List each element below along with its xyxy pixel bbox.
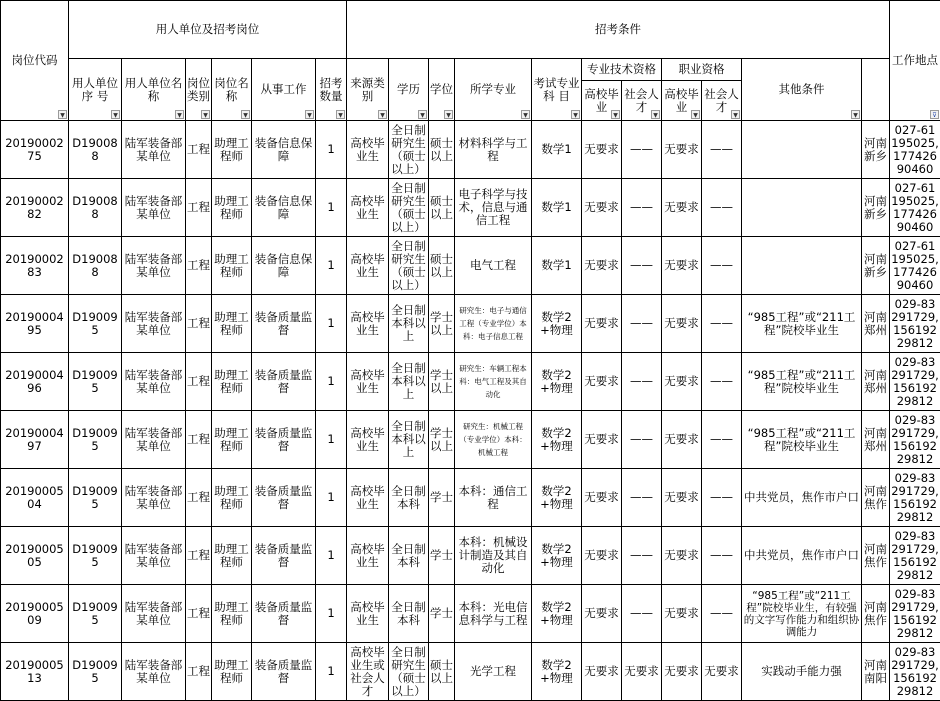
cell-pro-social: 无要求	[702, 643, 742, 701]
cell-count: 1	[316, 295, 347, 353]
cell-unit-no: D190095	[69, 295, 122, 353]
filter-dropdown-icon[interactable]: ▼	[336, 110, 345, 119]
cell-tech-grad: 无要求	[582, 353, 622, 411]
cell-education: 全日制本科以上	[389, 353, 429, 411]
cell-other: 中共党员，焦作市户口	[742, 469, 862, 527]
cell-work: 装备质量监督	[252, 643, 316, 701]
cell-phone: 029-83291729,15619229812	[890, 411, 940, 469]
cell-tech-social: ——	[622, 585, 662, 643]
cell-tech-social: ——	[622, 353, 662, 411]
table-row	[1, 237, 940, 295]
cell-count: 1	[316, 411, 347, 469]
cell-unit-no: D190095	[69, 585, 122, 643]
filter-dropdown-icon[interactable]: ▼	[691, 110, 700, 119]
header-location: 工作地点 ⊽	[890, 1, 940, 121]
cell-phone: 027-61195025,17742690460	[890, 121, 940, 179]
cell-count: 1	[316, 585, 347, 643]
cell-location: 河南新乡	[862, 121, 890, 179]
cell-unit-name: 陆军装备部某单位	[122, 527, 186, 585]
table-row	[1, 353, 940, 411]
cell-other: “985工程”或“211工程”院校毕业生	[742, 411, 862, 469]
cell-post-type: 工程	[186, 353, 212, 411]
cell-education: 全日制本科	[389, 585, 429, 643]
cell-work: 装备质量监督	[252, 353, 316, 411]
cell-tech-social: ——	[622, 469, 662, 527]
cell-code: 2019000275	[1, 121, 69, 179]
cell-unit-no: D190088	[69, 237, 122, 295]
cell-degree: 学士以上	[429, 411, 455, 469]
header-post-type: 岗位类别 ▼	[186, 59, 212, 121]
cell-unit-name: 陆军装备部某单位	[122, 643, 186, 701]
table-row	[1, 643, 940, 701]
cell-post-type: 工程	[186, 527, 212, 585]
cell-tech-social: ——	[622, 179, 662, 237]
header-group-pro: 职业资格	[662, 59, 742, 81]
cell-tech-grad: 无要求	[582, 643, 622, 701]
cell-degree: 硕士以上	[429, 237, 455, 295]
table-body	[1, 121, 940, 701]
cell-work: 装备质量监督	[252, 527, 316, 585]
cell-major: 研究生：电子与通信工程（专业学位）本科：电子信息工程	[455, 295, 532, 353]
cell-pro-grad: 无要求	[662, 353, 702, 411]
cell-post-name: 助理工程师	[212, 179, 252, 237]
cell-other	[742, 179, 862, 237]
cell-unit-name: 陆军装备部某单位	[122, 295, 186, 353]
header-source: 来源类别 ▼	[347, 59, 389, 121]
cell-code: 2019000496	[1, 353, 69, 411]
cell-pro-grad: 无要求	[662, 527, 702, 585]
cell-unit-no: D190088	[69, 121, 122, 179]
header-education: 学历 ▼	[389, 59, 429, 121]
cell-education: 全日制本科以上	[389, 295, 429, 353]
cell-post-name: 助理工程师	[212, 585, 252, 643]
cell-exam: 数学2+物理	[532, 295, 582, 353]
cell-location: 河南新乡	[862, 179, 890, 237]
cell-source: 高校毕业生	[347, 469, 389, 527]
cell-post-name: 助理工程师	[212, 121, 252, 179]
cell-pro-social: ——	[702, 527, 742, 585]
cell-phone: 029-83291729,15619229812	[890, 527, 940, 585]
cell-unit-no: D190095	[69, 411, 122, 469]
cell-pro-grad: 无要求	[662, 469, 702, 527]
cell-education: 全日制本科	[389, 527, 429, 585]
cell-source: 高校毕业生	[347, 121, 389, 179]
cell-post-name: 助理工程师	[212, 295, 252, 353]
cell-unit-name: 陆军装备部某单位	[122, 469, 186, 527]
header-group-tech: 专业技术资格	[582, 59, 662, 81]
cell-post-type: 工程	[186, 411, 212, 469]
cell-location: 河南焦作	[862, 469, 890, 527]
cell-phone: 027-61195025,17742690460	[890, 179, 940, 237]
header-post-name: 岗位名称 ▼	[212, 59, 252, 121]
cell-other	[742, 121, 862, 179]
cell-degree: 学士	[429, 585, 455, 643]
cell-pro-grad: 无要求	[662, 585, 702, 643]
cell-exam: 数学1	[532, 121, 582, 179]
cell-unit-name: 陆军装备部某单位	[122, 179, 186, 237]
cell-phone: 029-83291729,15619229812	[890, 469, 940, 527]
cell-pro-grad: 无要求	[662, 121, 702, 179]
cell-tech-social: ——	[622, 121, 662, 179]
header-pro-social: 社会人才 ▼	[702, 81, 742, 121]
cell-post-name: 助理工程师	[212, 469, 252, 527]
cell-post-name: 助理工程师	[212, 353, 252, 411]
cell-degree: 学士以上	[429, 295, 455, 353]
filter-dropdown-icon[interactable]: ▼	[58, 110, 67, 119]
header-major: 所学专业 ▼	[455, 59, 532, 121]
cell-tech-social: ——	[622, 295, 662, 353]
cell-work: 装备质量监督	[252, 411, 316, 469]
cell-phone: 029-83291729,15619229812	[890, 353, 940, 411]
cell-tech-social: ——	[622, 527, 662, 585]
filter-dropdown-icon[interactable]: ▼	[201, 110, 210, 119]
cell-exam: 数学1	[532, 179, 582, 237]
cell-other: “985工程”或“211工程”院校毕业生，有较强的文字写作能力和组织协调能力	[742, 585, 862, 643]
filter-dropdown-icon[interactable]: ▼	[175, 110, 184, 119]
filter-dropdown-icon[interactable]: ▼	[444, 110, 453, 119]
cell-source: 高校毕业生	[347, 353, 389, 411]
cell-phone: 027-61195025,17742690460	[890, 237, 940, 295]
cell-post-type: 工程	[186, 121, 212, 179]
cell-other	[742, 237, 862, 295]
cell-unit-no: D190088	[69, 179, 122, 237]
cell-degree: 学士	[429, 527, 455, 585]
filter-dropdown-icon[interactable]: ▼	[651, 110, 660, 119]
cell-phone: 029-83291729,15619229812	[890, 295, 940, 353]
cell-major: 电气工程	[455, 237, 532, 295]
cell-post-type: 工程	[186, 179, 212, 237]
cell-exam: 数学2+物理	[532, 527, 582, 585]
cell-unit-name: 陆军装备部某单位	[122, 121, 186, 179]
cell-pro-grad: 无要求	[662, 237, 702, 295]
cell-education: 全日制研究生（硕士以上）	[389, 121, 429, 179]
cell-other: 中共党员，焦作市户口	[742, 527, 862, 585]
table-row	[1, 179, 940, 237]
filter-dropdown-icon[interactable]: ▼	[305, 110, 314, 119]
cell-code: 2019000495	[1, 295, 69, 353]
cell-phone: 029-83291729,15619229812	[890, 643, 940, 701]
cell-code: 2019000283	[1, 237, 69, 295]
cell-post-type: 工程	[186, 295, 212, 353]
cell-work: 装备质量监督	[252, 469, 316, 527]
cell-unit-no: D190095	[69, 643, 122, 701]
filter-dropdown-icon[interactable]: ▼	[571, 110, 580, 119]
cell-exam: 数学2+物理	[532, 353, 582, 411]
cell-phone: 029-83291729,15619229812	[890, 585, 940, 643]
cell-count: 1	[316, 469, 347, 527]
cell-post-type: 工程	[186, 643, 212, 701]
cell-degree: 学士以上	[429, 353, 455, 411]
cell-location: 河南新乡	[862, 237, 890, 295]
header-other: 其他条件 ▼	[742, 59, 862, 121]
cell-pro-grad: 无要求	[662, 411, 702, 469]
cell-source: 高校毕业生	[347, 237, 389, 295]
header-tech-social: 社会人才 ▼	[622, 81, 662, 121]
cell-pro-social: ——	[702, 295, 742, 353]
header-pro-grad: 高校毕业 ▼	[662, 81, 702, 121]
cell-source: 高校毕业生	[347, 585, 389, 643]
header-exam: 考试专业科 目 ▼	[532, 59, 582, 121]
table-row	[1, 527, 940, 585]
cell-code: 2019000282	[1, 179, 69, 237]
cell-education: 全日制研究生（硕士以上）	[389, 237, 429, 295]
cell-pro-grad: 无要求	[662, 179, 702, 237]
cell-tech-grad: 无要求	[582, 237, 622, 295]
cell-code: 2019000513	[1, 643, 69, 701]
cell-exam: 数学2+物理	[532, 469, 582, 527]
cell-location: 河南郑州	[862, 411, 890, 469]
filter-active-icon[interactable]: ⊽	[930, 110, 939, 119]
cell-tech-social: 无要求	[622, 643, 662, 701]
cell-major: 本科：通信工程	[455, 469, 532, 527]
table-row	[1, 295, 940, 353]
cell-major: 电子科学与技术，信息与通信工程	[455, 179, 532, 237]
cell-other: “985工程”或“211工程”院校毕业生	[742, 295, 862, 353]
cell-source: 高校毕业生	[347, 179, 389, 237]
cell-work: 装备信息保障	[252, 237, 316, 295]
cell-work: 装备信息保障	[252, 179, 316, 237]
cell-exam: 数学2+物理	[532, 585, 582, 643]
cell-major: 本科：光电信息科学与工程	[455, 585, 532, 643]
cell-count: 1	[316, 121, 347, 179]
cell-education: 全日制研究生（硕士以上）	[389, 179, 429, 237]
cell-post-name: 助理工程师	[212, 237, 252, 295]
cell-post-type: 工程	[186, 237, 212, 295]
cell-unit-name: 陆军装备部某单位	[122, 353, 186, 411]
cell-pro-social: ——	[702, 469, 742, 527]
filter-dropdown-icon[interactable]: ▼	[851, 110, 860, 119]
table-row	[1, 411, 940, 469]
cell-source: 高校毕业生	[347, 527, 389, 585]
cell-degree: 硕士以上	[429, 121, 455, 179]
header-code: 岗位代码 ▼	[1, 1, 69, 121]
cell-code: 2019000505	[1, 527, 69, 585]
cell-post-name: 助理工程师	[212, 527, 252, 585]
cell-location: 河南焦作	[862, 527, 890, 585]
cell-post-type: 工程	[186, 585, 212, 643]
cell-pro-social: ——	[702, 237, 742, 295]
cell-unit-no: D190095	[69, 353, 122, 411]
cell-unit-name: 陆军装备部某单位	[122, 411, 186, 469]
cell-exam: 数学1	[532, 237, 582, 295]
cell-major: 研究生：车辆工程本科：电气工程及其自动化	[455, 353, 532, 411]
cell-major: 本科：机械设计制造及其自动化	[455, 527, 532, 585]
filter-dropdown-icon[interactable]: ▼	[418, 110, 427, 119]
cell-unit-no: D190095	[69, 527, 122, 585]
cell-count: 1	[316, 643, 347, 701]
cell-degree: 学士	[429, 469, 455, 527]
cell-unit-name: 陆军装备部某单位	[122, 237, 186, 295]
filter-dropdown-icon[interactable]: ▼	[378, 110, 387, 119]
filter-dropdown-icon[interactable]: ▼	[611, 110, 620, 119]
cell-major: 光学工程	[455, 643, 532, 701]
cell-other: “985工程”或“211工程”院校毕业生	[742, 353, 862, 411]
header-group-employer: 用人单位及招考岗位	[69, 1, 347, 59]
cell-education: 全日制本科以上	[389, 411, 429, 469]
cell-location: 河南南阳	[862, 643, 890, 701]
filter-dropdown-icon[interactable]: ▼	[521, 110, 530, 119]
header-group-conditions: 招考条件	[347, 1, 890, 59]
cell-location: 河南郑州	[862, 295, 890, 353]
cell-post-type: 工程	[186, 469, 212, 527]
header-unit-name: 用人单位名 称 ▼	[122, 59, 186, 121]
cell-pro-grad: 无要求	[662, 643, 702, 701]
cell-exam: 数学2+物理	[532, 411, 582, 469]
cell-pro-social: ——	[702, 121, 742, 179]
cell-degree: 硕士以上	[429, 179, 455, 237]
cell-work: 装备质量监督	[252, 585, 316, 643]
cell-count: 1	[316, 527, 347, 585]
cell-location: 河南焦作	[862, 585, 890, 643]
cell-code: 2019000509	[1, 585, 69, 643]
header-work: 从事工作 ▼	[252, 59, 316, 121]
cell-code: 2019000504	[1, 469, 69, 527]
cell-major: 材料科学与工程	[455, 121, 532, 179]
cell-post-name: 助理工程师	[212, 411, 252, 469]
cell-tech-social: ——	[622, 411, 662, 469]
cell-work: 装备信息保障	[252, 121, 316, 179]
filter-dropdown-icon[interactable]: ▼	[111, 110, 120, 119]
cell-pro-grad: 无要求	[662, 295, 702, 353]
cell-tech-grad: 无要求	[582, 411, 622, 469]
cell-count: 1	[316, 179, 347, 237]
cell-source: 高校毕业生	[347, 411, 389, 469]
header-tech-grad: 高校毕业 ▼	[582, 81, 622, 121]
cell-code: 2019000497	[1, 411, 69, 469]
cell-unit-no: D190095	[69, 469, 122, 527]
cell-degree: 硕士以上	[429, 643, 455, 701]
header-unit-no: 用人单位序 号 ▼	[69, 59, 122, 121]
cell-pro-social: ——	[702, 179, 742, 237]
cell-exam: 数学2+物理	[532, 643, 582, 701]
table-row	[1, 121, 940, 179]
cell-location: 河南郑州	[862, 353, 890, 411]
cell-tech-grad: 无要求	[582, 527, 622, 585]
cell-count: 1	[316, 353, 347, 411]
cell-source: 高校毕业生	[347, 295, 389, 353]
cell-tech-social: ——	[622, 237, 662, 295]
header-degree: 学位 ▼	[429, 59, 455, 121]
table-row	[1, 469, 940, 527]
table-header	[1, 1, 940, 121]
cell-count: 1	[316, 237, 347, 295]
cell-tech-grad: 无要求	[582, 121, 622, 179]
cell-tech-grad: 无要求	[582, 469, 622, 527]
cell-tech-grad: 无要求	[582, 179, 622, 237]
filter-dropdown-icon[interactable]: ▼	[731, 110, 740, 119]
filter-dropdown-icon[interactable]: ▼	[241, 110, 250, 119]
cell-post-name: 助理工程师	[212, 643, 252, 701]
cell-source: 高校毕业生或社会人才	[347, 643, 389, 701]
cell-work: 装备质量监督	[252, 295, 316, 353]
cell-other: 实践动手能力强	[742, 643, 862, 701]
cell-education: 全日制研究生（硕士以上）	[389, 643, 429, 701]
cell-pro-social: ——	[702, 411, 742, 469]
header-count: 招考数量 ▼	[316, 59, 347, 121]
cell-tech-grad: 无要求	[582, 585, 622, 643]
cell-tech-grad: 无要求	[582, 295, 622, 353]
table-row	[1, 585, 940, 643]
cell-pro-social: ——	[702, 585, 742, 643]
cell-education: 全日制本科	[389, 469, 429, 527]
cell-unit-name: 陆军装备部某单位	[122, 585, 186, 643]
cell-pro-social: ——	[702, 353, 742, 411]
cell-major: 研究生：机械工程（专业学位）本科：机械工程	[455, 411, 532, 469]
